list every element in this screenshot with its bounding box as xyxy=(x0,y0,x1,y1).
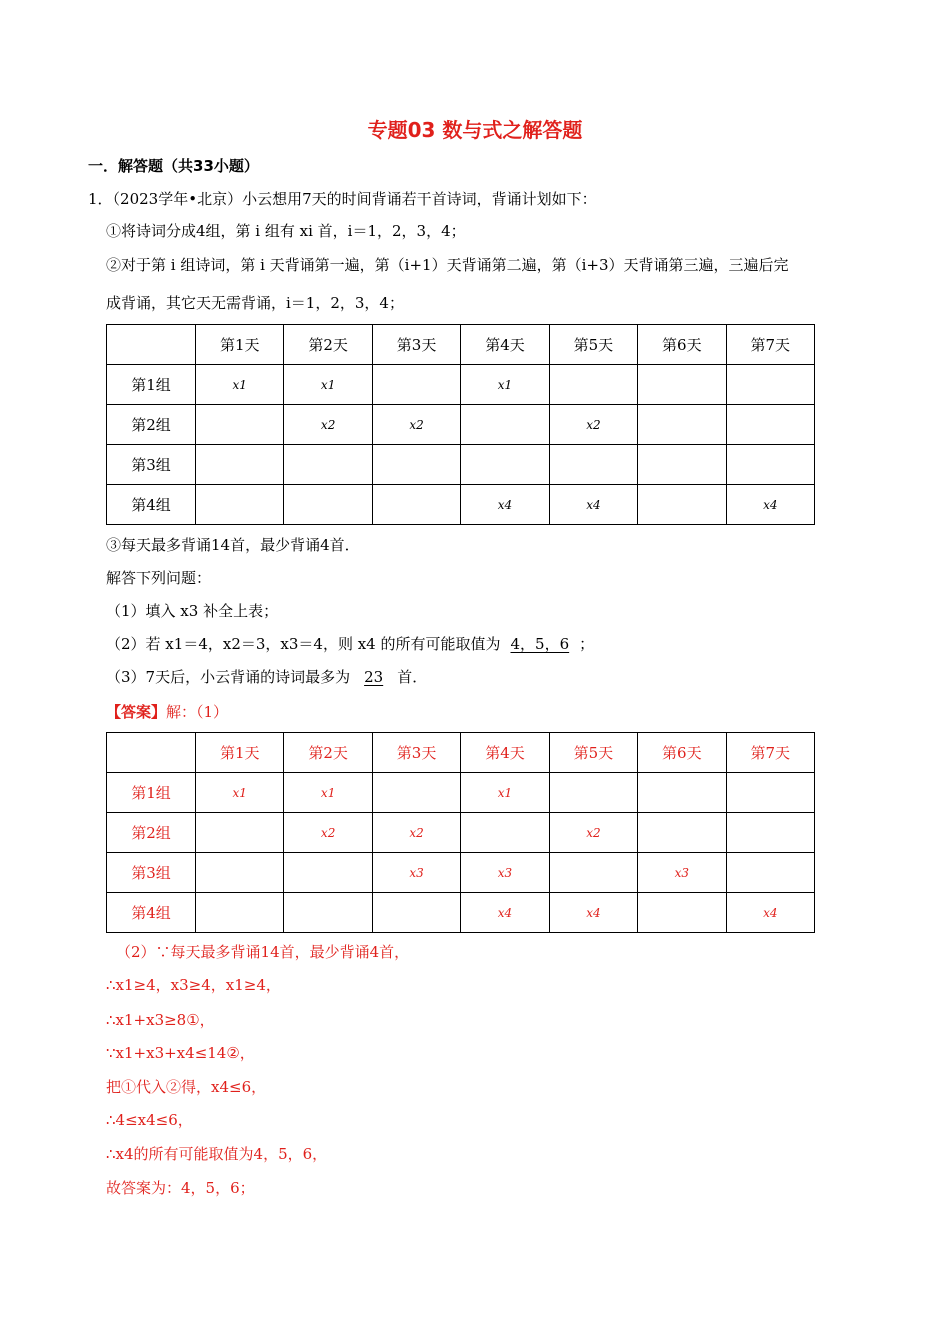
answer-table-cell: x3 xyxy=(372,853,460,893)
plan-table-cell xyxy=(638,365,726,405)
plan-table-header-cell: 第7天 xyxy=(726,325,814,365)
plan-table-cell: x2 xyxy=(284,405,372,445)
plan-table-cell: 第2组 xyxy=(107,405,196,445)
plan-table-header-cell: 第1天 xyxy=(196,325,284,365)
answer-table-cell: x4 xyxy=(726,893,814,933)
part-3-end: 首． xyxy=(397,668,428,686)
answer-table-header-row xyxy=(107,733,815,773)
answer-table-header-cell: 第1天 xyxy=(196,733,284,773)
answer-step: 把①代入②得，x4≤6， xyxy=(106,1078,267,1096)
answer-table-cell: 第3组 xyxy=(107,853,196,893)
plan-table-cell: x4 xyxy=(549,485,637,525)
rule-1: ①将诗词分成4组，第 i 组有 xi 首，i＝1，2，3，4； xyxy=(106,222,466,240)
answer-table-cell: x1 xyxy=(284,773,372,813)
answer-table-cell: x2 xyxy=(549,813,637,853)
answer-heading xyxy=(106,702,228,722)
answer-table-cell xyxy=(372,893,460,933)
plan-table-cell: x4 xyxy=(461,485,549,525)
plan-table-cell xyxy=(196,405,284,445)
part-2-text: （2）若 x1＝4，x2＝3，x3＝4，则 x4 的所有可能取值为 xyxy=(106,635,501,653)
answer-table-cell xyxy=(196,853,284,893)
rule-2-line-2: 成背诵，其它天无需背诵，i＝1，2，3，4； xyxy=(106,294,404,312)
answer-table-cell xyxy=(461,813,549,853)
plan-table-cell: 第4组 xyxy=(107,485,196,525)
plan-table-cell xyxy=(638,485,726,525)
answer-table-row xyxy=(107,813,815,853)
plan-table-row xyxy=(107,445,815,485)
plan-table-cell xyxy=(372,445,460,485)
plan-table-cell: 第1组 xyxy=(107,365,196,405)
part-3-blank: 23 xyxy=(364,668,384,686)
answer-table-cell: x4 xyxy=(549,893,637,933)
rule-2-line-1: ②对于第 i 组诗词，第 i 天背诵第一遍，第（i+1）天背诵第二遍，第（i+3）天背诵第三遍，三遍后完 xyxy=(106,256,789,274)
answer-table-cell: 第1组 xyxy=(107,773,196,813)
page-title: 专题03 数与式之解答题 xyxy=(367,118,583,142)
plan-table-cell: x2 xyxy=(372,405,460,445)
plan-table-cell xyxy=(372,485,460,525)
plan-table-cell xyxy=(372,365,460,405)
plan-table-row xyxy=(107,365,815,405)
plan-table-cell xyxy=(638,445,726,485)
plan-table-cell: x1 xyxy=(461,365,549,405)
question-number: 1． xyxy=(88,190,113,208)
answer-table-row xyxy=(107,773,815,813)
plan-table-header-cell: 第6天 xyxy=(638,325,726,365)
plan-table-cell xyxy=(284,485,372,525)
answer-table-cell: 第2组 xyxy=(107,813,196,853)
answer-table-cell xyxy=(638,893,726,933)
plan-table-header-cell: 第2天 xyxy=(284,325,372,365)
answer-table-header-cell: 第5天 xyxy=(549,733,637,773)
plan-table-header-cell: 第3天 xyxy=(372,325,460,365)
plan-table-cell xyxy=(461,445,549,485)
answer-table-cell: x2 xyxy=(372,813,460,853)
part-2 xyxy=(106,634,594,654)
answer-label: 【答案】 xyxy=(106,703,167,721)
answer-table-cell xyxy=(284,893,372,933)
part-3-text: （3）7天后，小云背诵的诗词最多为 xyxy=(106,668,351,686)
section-heading: 一．解答题（共33小题） xyxy=(88,157,259,175)
answer-table-cell xyxy=(196,813,284,853)
plan-table-cell xyxy=(638,405,726,445)
answer-table-cell xyxy=(726,773,814,813)
answer-table-header-cell: 第2天 xyxy=(284,733,372,773)
plan-table-cell xyxy=(196,485,284,525)
plan-table-cell xyxy=(549,365,637,405)
answer-table-header-cell: 第4天 xyxy=(461,733,549,773)
answer-table-cell: x1 xyxy=(196,773,284,813)
answer-table-cell xyxy=(549,853,637,893)
answer-step: ∵x1+x3+x4≤14②， xyxy=(106,1044,255,1062)
plan-table-cell xyxy=(726,445,814,485)
answer-table-cell xyxy=(196,893,284,933)
plan-table-header-cell xyxy=(107,325,196,365)
answer-table-cell xyxy=(372,773,460,813)
answer-table-cell: x4 xyxy=(461,893,549,933)
answer-step: ∴x1≥4，x3≥4，x1≥4， xyxy=(106,976,281,994)
plan-table-header-cell: 第4天 xyxy=(461,325,549,365)
plan-table-cell xyxy=(549,445,637,485)
plan-table-cell xyxy=(726,405,814,445)
plan-table-cell: x2 xyxy=(549,405,637,445)
answer-table-cell xyxy=(549,773,637,813)
answer-table-cell: x1 xyxy=(461,773,549,813)
plan-table-cell xyxy=(196,445,284,485)
plan-table-row xyxy=(107,485,815,525)
plan-table-header-cell: 第5天 xyxy=(549,325,637,365)
answer-table xyxy=(106,732,815,933)
plan-table-cell xyxy=(461,405,549,445)
plan-table-row xyxy=(107,405,815,445)
answer-table-header-cell: 第7天 xyxy=(726,733,814,773)
answer-step: ∴4≤x4≤6， xyxy=(106,1111,193,1129)
answer-table-cell: x2 xyxy=(284,813,372,853)
plan-table-cell: x4 xyxy=(726,485,814,525)
answer-step: 故答案为：4，5，6； xyxy=(106,1179,255,1197)
answer-step: ∴x4的所有可能取值为4，5，6， xyxy=(106,1145,328,1163)
rule-3: ③每天最多背诵14首，最少背诵4首． xyxy=(106,536,360,554)
answer-table-header-cell: 第6天 xyxy=(638,733,726,773)
question-intro-text: （2023学年•北京）小云想用7天的时间背诵若干首诗词，背诵计划如下： xyxy=(112,190,597,208)
plan-table-cell: x1 xyxy=(284,365,372,405)
answer-table-cell xyxy=(638,773,726,813)
answer-table-cell: x3 xyxy=(461,853,549,893)
answer-table-cell xyxy=(726,813,814,853)
plan-table-cell: x1 xyxy=(196,365,284,405)
answer-table-row xyxy=(107,853,815,893)
answer-step: ∴x1+x3≥8①， xyxy=(106,1011,215,1029)
answer-step: （2）∵每天最多背诵14首，最少背诵4首， xyxy=(116,943,410,961)
answer-table-cell: x3 xyxy=(638,853,726,893)
part-2-blank: 4，5，6 xyxy=(510,635,570,653)
answer-table-header-cell: 第3天 xyxy=(372,733,460,773)
answer-table-header-cell xyxy=(107,733,196,773)
question-intro xyxy=(88,189,597,209)
plan-table-cell xyxy=(726,365,814,405)
plan-table-cell xyxy=(284,445,372,485)
prompt: 解答下列问题： xyxy=(106,569,212,587)
answer-lead: 解：（1） xyxy=(166,703,229,721)
part-3 xyxy=(106,667,427,687)
answer-table-cell: 第4组 xyxy=(107,893,196,933)
part-1: （1）填入 x3 补全上表； xyxy=(106,602,279,620)
plan-table-header-row xyxy=(107,325,815,365)
answer-table-cell xyxy=(638,813,726,853)
plan-table-cell: 第3组 xyxy=(107,445,196,485)
answer-table-cell xyxy=(284,853,372,893)
answer-table-row xyxy=(107,893,815,933)
answer-table-cell xyxy=(726,853,814,893)
plan-table xyxy=(106,324,815,525)
part-2-end: ； xyxy=(579,635,595,653)
